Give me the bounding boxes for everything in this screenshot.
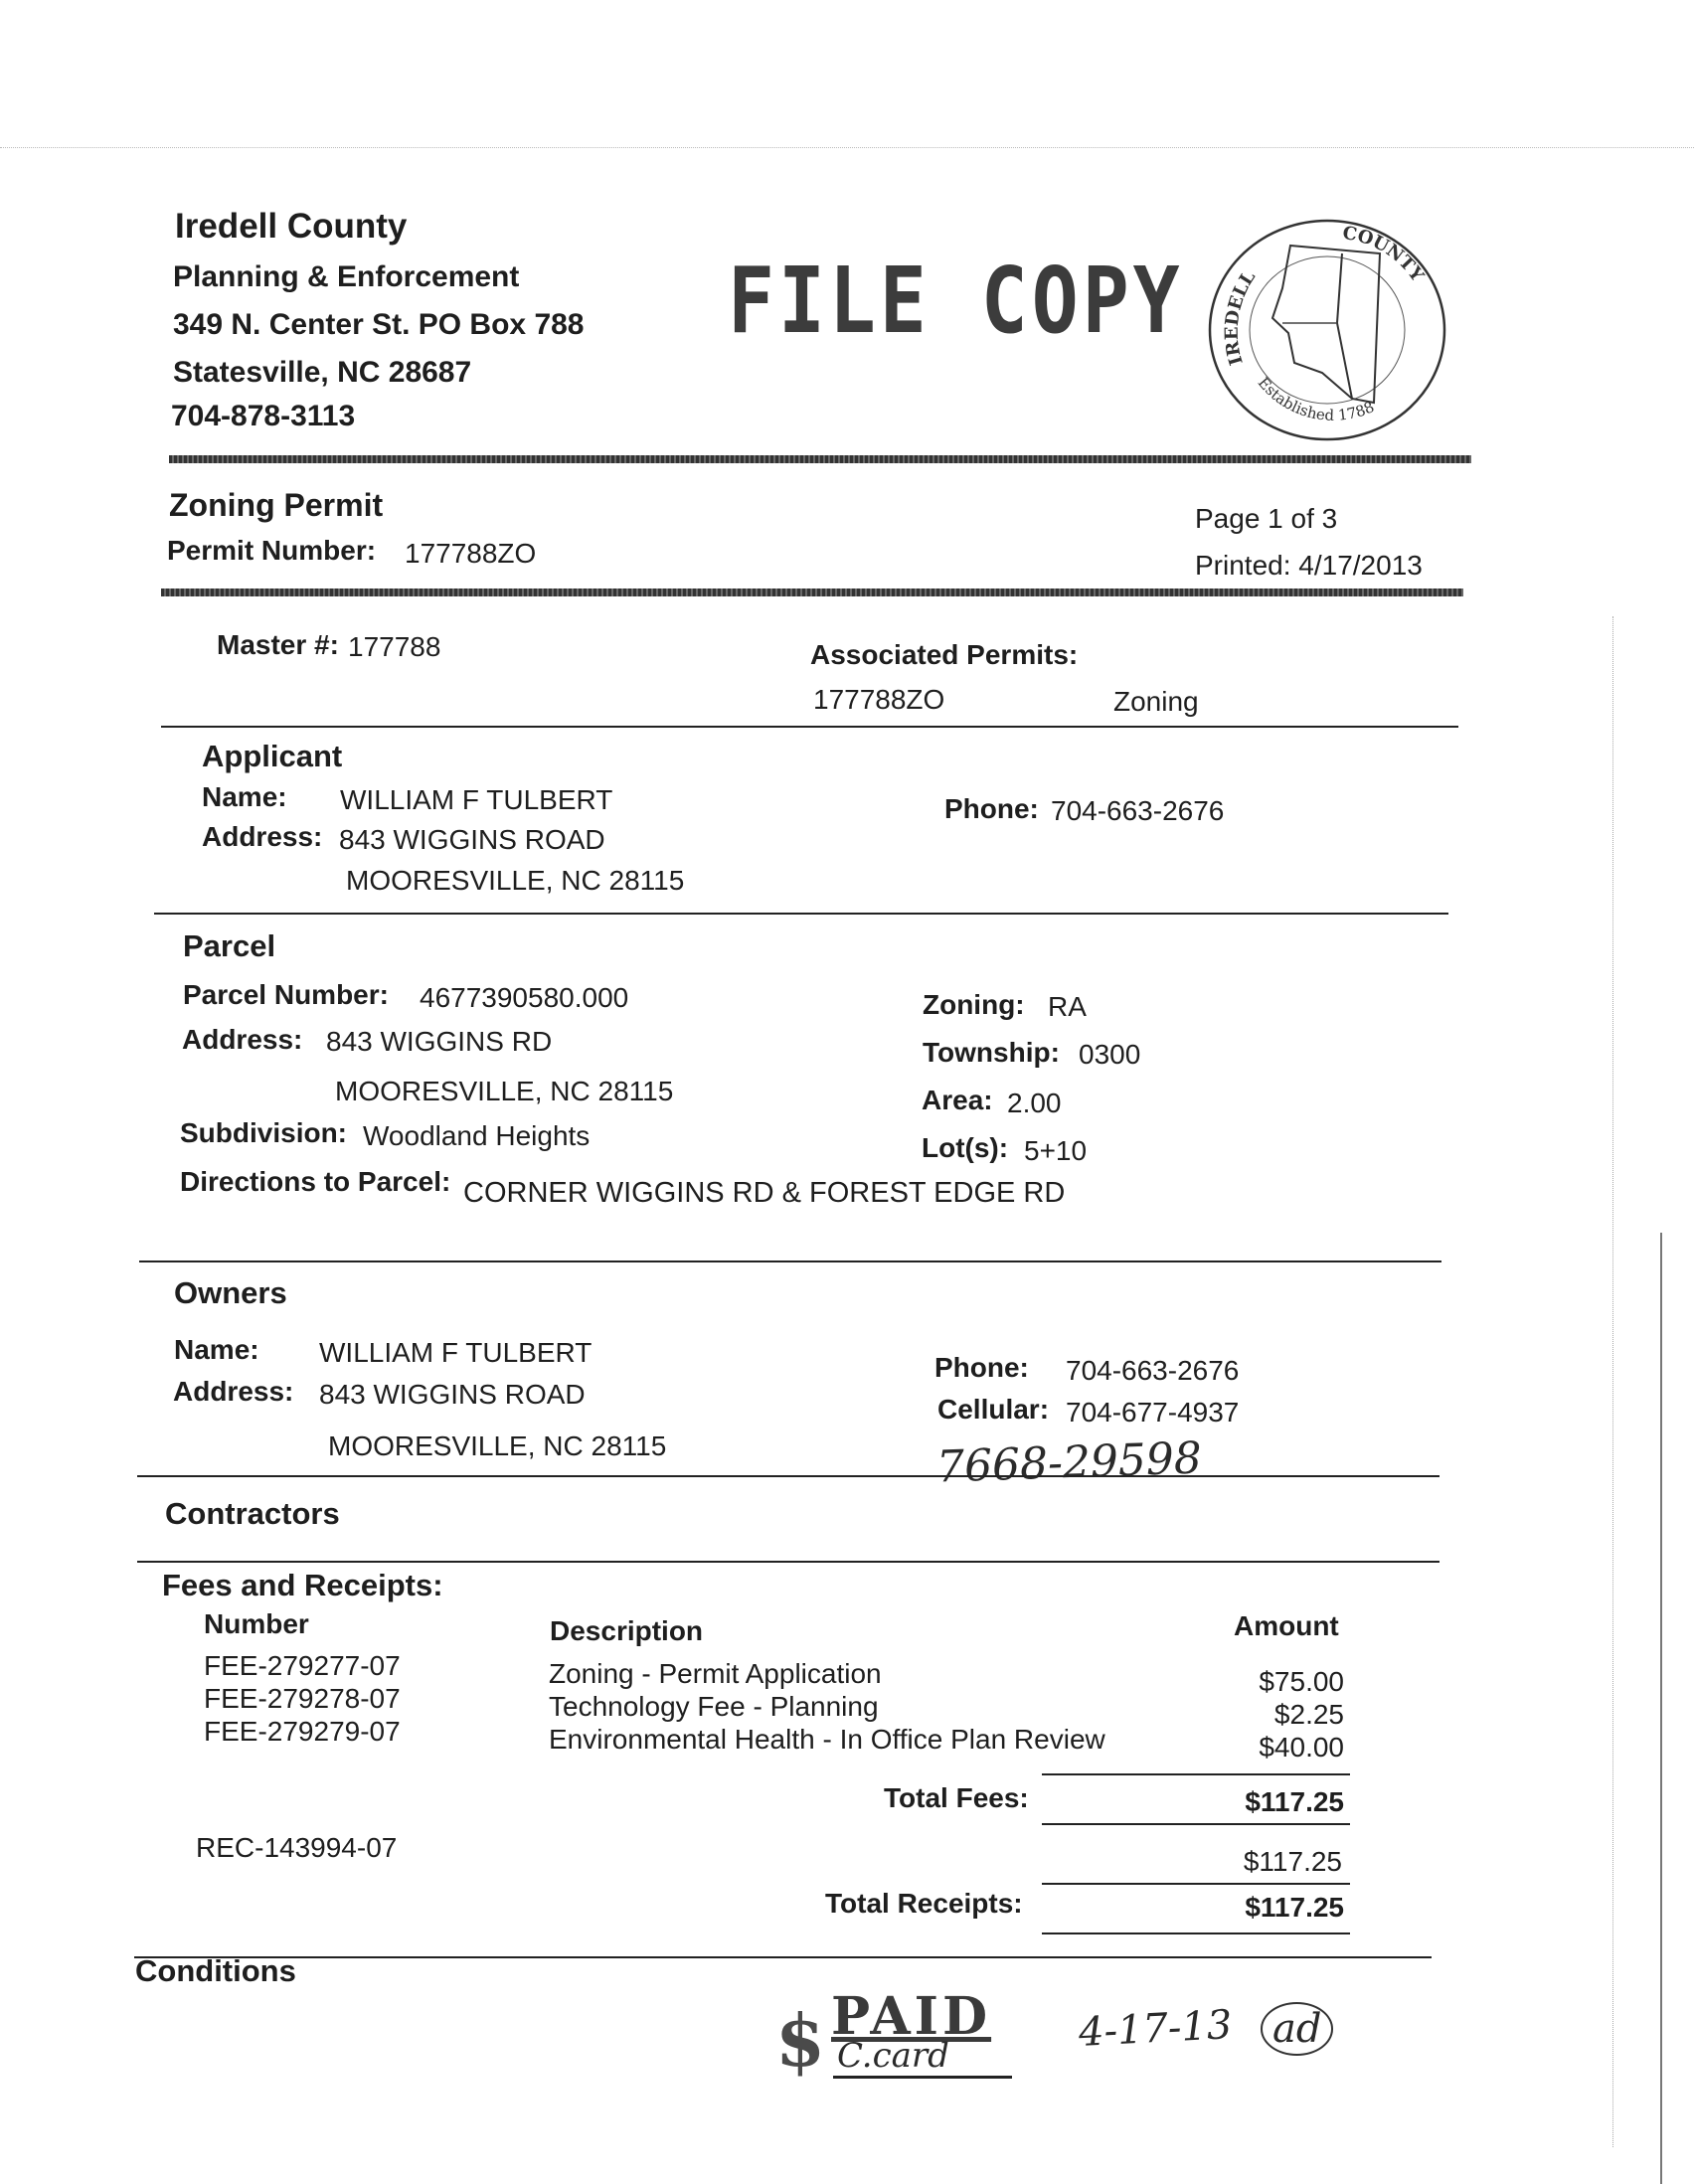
parcel-number-label: Parcel Number: xyxy=(183,979,389,1010)
parcel-address-line2: MOORESVILLE, NC 28115 xyxy=(335,1076,674,1106)
divider-owners xyxy=(139,1260,1441,1262)
fee-description: Zoning - Permit Application xyxy=(549,1658,882,1689)
svg-text:IREDELL xyxy=(1222,267,1261,368)
parcel-address-line1: 843 WIGGINS RD xyxy=(326,1026,553,1057)
owner-cellular-label: Cellular: xyxy=(937,1394,1050,1425)
area-label: Area: xyxy=(922,1085,993,1115)
parcel-header: Parcel xyxy=(183,928,276,963)
directions-value: CORNER WIGGINS RD & FOREST EDGE RD xyxy=(463,1177,1066,1209)
owner-name: WILLIAM F TULBERT xyxy=(319,1337,593,1368)
fee-number: FEE-279277-07 xyxy=(204,1650,401,1681)
associated-permits-label: Associated Permits: xyxy=(810,639,1079,670)
owner-address-line2: MOORESVILLE, NC 28115 xyxy=(328,1430,667,1461)
township-value: 0300 xyxy=(1079,1039,1141,1070)
permit-title: Zoning Permit xyxy=(169,487,384,523)
applicant-address-label: Address: xyxy=(202,821,323,852)
total-receipts-amount: $117.25 xyxy=(1245,1892,1344,1923)
applicant-phone-label: Phone: xyxy=(944,793,1039,824)
total-fees-rule xyxy=(1042,1773,1350,1775)
paid-underline xyxy=(833,2076,1012,2079)
subdivision-label: Subdivision: xyxy=(180,1117,347,1148)
conditions-header: Conditions xyxy=(135,1953,296,1988)
receipt-number: REC-143994-07 xyxy=(196,1832,398,1863)
seal-left-text: IREDELL xyxy=(1221,266,1261,368)
applicant-header: Applicant xyxy=(202,739,343,773)
scan-right-edge-dark xyxy=(1660,1233,1662,2184)
fee-number: FEE-279279-07 xyxy=(204,1716,401,1747)
agency-city: Statesville, NC 28687 xyxy=(173,356,472,389)
applicant-name: WILLIAM F TULBERT xyxy=(340,784,613,815)
master-label: Master #: xyxy=(217,629,339,660)
owner-address-label: Address: xyxy=(173,1376,294,1407)
parcel-address-label: Address: xyxy=(182,1024,303,1055)
total-receipts-underline xyxy=(1042,1932,1350,1934)
associated-permit-number: 177788ZO xyxy=(813,684,945,715)
page-indicator: Page 1 of 3 xyxy=(1195,503,1338,534)
permit-number: 177788ZO xyxy=(405,538,537,569)
divider-conditions xyxy=(134,1956,1432,1958)
printed-date: Printed: 4/17/2013 xyxy=(1195,550,1423,581)
header-rule xyxy=(169,455,1471,463)
fees-column-number: Number xyxy=(204,1608,309,1639)
paid-stamp: PAID xyxy=(831,1986,992,2047)
master-number: 177788 xyxy=(348,631,441,662)
lots-label: Lot(s): xyxy=(922,1132,1009,1163)
applicant-address-line1: 843 WIGGINS ROAD xyxy=(339,824,605,855)
total-fees-amount: $117.25 xyxy=(1245,1786,1344,1817)
seal-right-text: COUNTY xyxy=(1341,222,1429,286)
lots-value: 5+10 xyxy=(1024,1135,1088,1166)
county-seal-icon xyxy=(1203,214,1451,447)
agency-county: Iredell County xyxy=(175,207,408,246)
receipt-amount: $117.25 xyxy=(1243,1846,1342,1877)
agency-phone: 704-878-3113 xyxy=(171,400,356,432)
directions-label: Directions to Parcel: xyxy=(180,1166,451,1197)
owner-cellular: 704-677-4937 xyxy=(1066,1397,1240,1428)
divider-fees xyxy=(137,1561,1440,1563)
divider-parcel xyxy=(154,913,1448,915)
fee-amount: $75.00 xyxy=(1259,1666,1344,1697)
total-fees-underline xyxy=(1042,1823,1350,1825)
scan-right-edge xyxy=(1612,616,1613,2147)
handwritten-note: 7668-29598 xyxy=(935,1432,1203,1493)
svg-text:COUNTY xyxy=(1341,223,1429,286)
owner-phone: 704-663-2676 xyxy=(1066,1355,1240,1386)
fee-description: Technology Fee - Planning xyxy=(549,1691,879,1722)
township-label: Township: xyxy=(923,1037,1060,1068)
agency-department: Planning & Enforcement xyxy=(173,260,520,293)
fee-amount: $40.00 xyxy=(1259,1732,1344,1763)
file-copy-stamp: FILE COPY xyxy=(728,249,1184,355)
applicant-address-line2: MOORESVILLE, NC 28115 xyxy=(346,865,685,896)
owner-address-line1: 843 WIGGINS ROAD xyxy=(319,1379,586,1410)
total-receipts-rule xyxy=(1042,1883,1350,1885)
agency-street: 349 N. Center St. PO Box 788 xyxy=(173,308,585,341)
zoning-label: Zoning: xyxy=(923,989,1025,1020)
zoning-value: RA xyxy=(1048,991,1087,1022)
contractors-header: Contractors xyxy=(165,1496,340,1531)
fee-description: Environmental Health - In Office Plan Review xyxy=(549,1724,1105,1755)
paid-dollar-icon: $ xyxy=(775,1998,826,2083)
divider-applicant xyxy=(161,726,1458,728)
total-fees-label: Total Fees: xyxy=(884,1782,1029,1813)
fee-amount: $2.25 xyxy=(1273,1699,1344,1730)
fee-number: FEE-279278-07 xyxy=(204,1683,401,1714)
paid-initials-handwritten: ad xyxy=(1261,2002,1333,2056)
permit-number-label: Permit Number: xyxy=(167,535,377,566)
permit-rule xyxy=(161,588,1463,596)
fees-header: Fees and Receipts: xyxy=(162,1568,443,1602)
owners-header: Owners xyxy=(174,1275,287,1310)
applicant-phone: 704-663-2676 xyxy=(1051,795,1225,826)
parcel-number: 4677390580.000 xyxy=(420,982,629,1013)
divider-contractors xyxy=(137,1475,1440,1477)
scan-top-edge xyxy=(0,147,1694,148)
seal-bottom-text: Established 1788 xyxy=(1254,373,1377,424)
owner-phone-label: Phone: xyxy=(934,1352,1029,1383)
applicant-name-label: Name: xyxy=(202,781,287,812)
paid-method: C.card xyxy=(837,2036,949,2076)
fees-column-amount: Amount xyxy=(1234,1610,1339,1641)
paid-date-handwritten: 4-17-13 xyxy=(1077,2001,1234,2057)
owner-name-label: Name: xyxy=(174,1334,259,1365)
subdivision-value: Woodland Heights xyxy=(363,1120,591,1151)
fees-column-description: Description xyxy=(550,1615,704,1646)
area-value: 2.00 xyxy=(1007,1088,1062,1118)
associated-permit-type: Zoning xyxy=(1113,686,1199,717)
total-receipts-label: Total Receipts: xyxy=(825,1888,1023,1919)
